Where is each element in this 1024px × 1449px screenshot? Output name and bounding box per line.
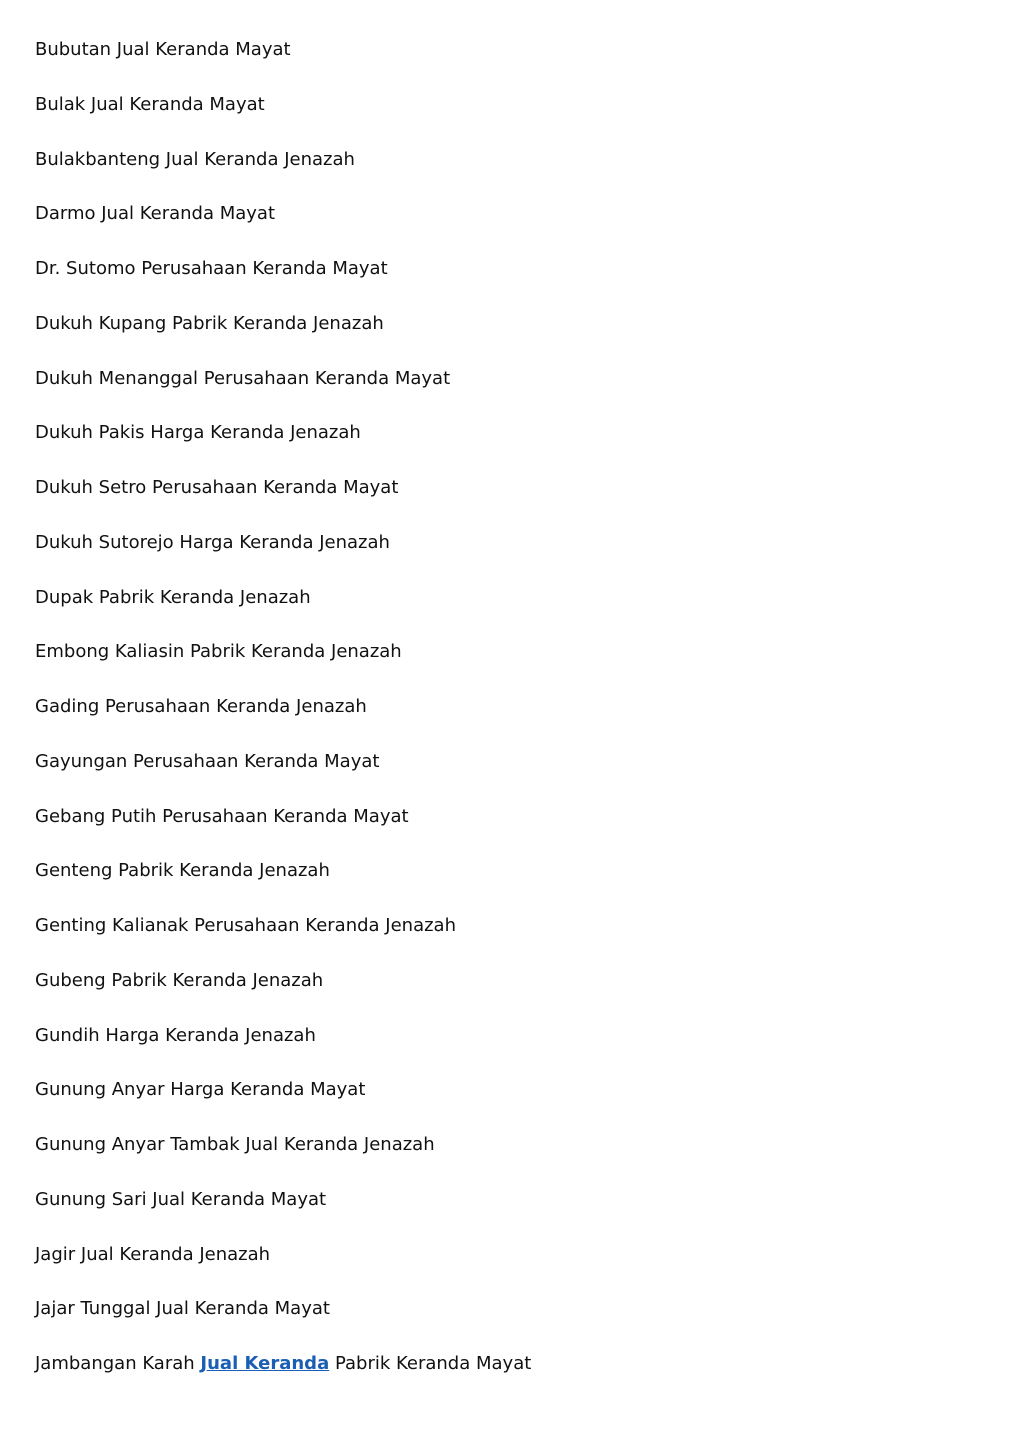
- list-item: Embong Kaliasin Pabrik Keranda Jenazah: [35, 641, 402, 663]
- list-item: Darmo Jual Keranda Mayat: [35, 203, 276, 225]
- list-item: Dr. Sutomo Perusahaan Keranda Mayat: [35, 258, 388, 279]
- jual-keranda-link[interactable]: Jual Keranda: [200, 1353, 330, 1374]
- list-item: Gubeng Pabrik Keranda Jenazah: [35, 969, 324, 991]
- list-item: Dukuh Pakis Harga Keranda Jenazah: [35, 422, 361, 444]
- list-item: Gunung Sari Jual Keranda Mayat: [35, 1188, 327, 1210]
- list-item: Genting Kalianak Perusahaan Keranda Jenazah: [35, 915, 456, 936]
- list-item: Dukuh Sutorejo Harga Keranda Jenazah: [35, 531, 390, 553]
- list-item: Gayungan Perusahaan Keranda Mayat: [35, 750, 380, 772]
- list-item: Jagir Jual Keranda Jenazah: [35, 1243, 271, 1265]
- last-line-prefix: Jambangan Karah: [35, 1353, 201, 1374]
- list-item-last: [35, 1350, 995, 1405]
- list-item: Gebang Putih Perusahaan Keranda Mayat: [35, 805, 409, 827]
- list-item: Gundih Harga Keranda Jenazah: [35, 1024, 316, 1046]
- list-item: Bulakbanteng Jual Keranda Jenazah: [35, 148, 355, 170]
- list-item: Bubutan Jual Keranda Mayat: [35, 39, 291, 60]
- list-item: Jajar Tunggal Jual Keranda Mayat: [35, 1298, 330, 1320]
- last-line-suffix: Pabrik Keranda Mayat: [329, 1353, 532, 1374]
- list-item: Dukuh Kupang Pabrik Keranda Jenazah: [35, 312, 384, 334]
- list-item: Dukuh Setro Perusahaan Keranda Mayat: [35, 477, 399, 498]
- list-item: Gunung Anyar Tambak Jual Keranda Jenazah: [35, 1134, 435, 1155]
- list-item: Gading Perusahaan Keranda Jenazah: [35, 696, 367, 717]
- list-item: Gunung Anyar Harga Keranda Mayat: [35, 1079, 366, 1101]
- document-body: [35, 36, 995, 1405]
- list-item: Genteng Pabrik Keranda Jenazah: [35, 860, 330, 882]
- list-item: Bulak Jual Keranda Mayat: [35, 93, 265, 115]
- list-item: Dukuh Menanggal Perusahaan Keranda Mayat: [35, 367, 451, 389]
- list-item: Dupak Pabrik Keranda Jenazah: [35, 586, 311, 608]
